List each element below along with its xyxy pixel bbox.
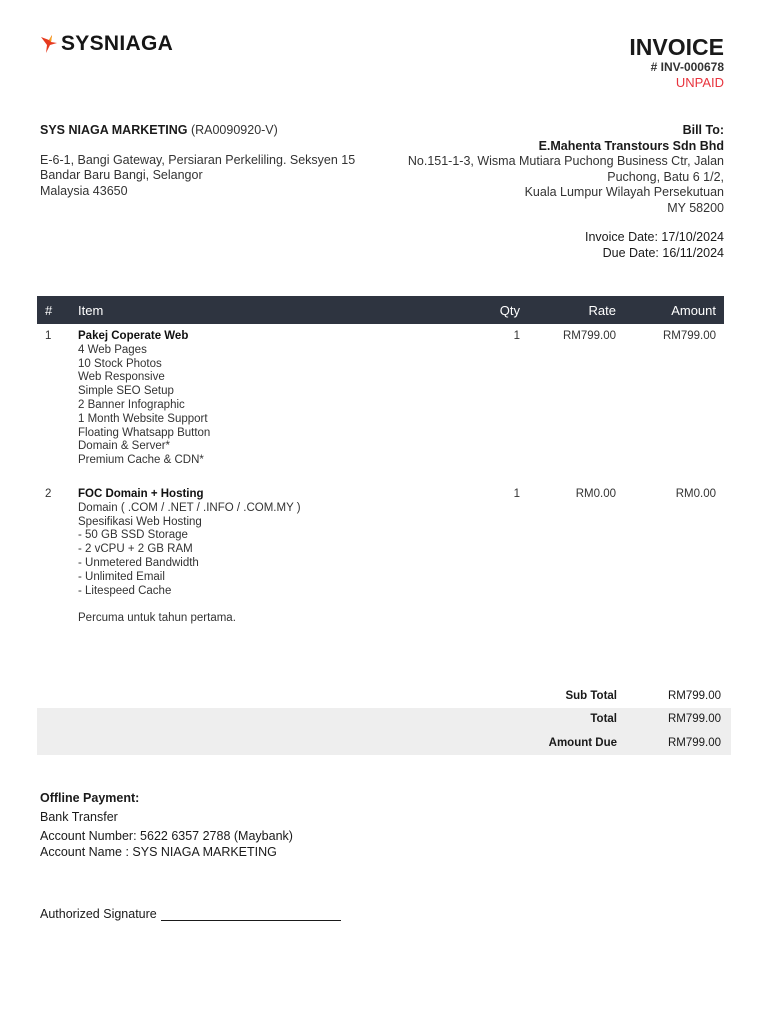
company-name: SYS NIAGA MARKETING (40, 123, 188, 137)
total-label: Total (590, 713, 617, 726)
invoice-title: INVOICE (629, 34, 724, 60)
company-address-line: Bandar Baru Bangi, Selangor (40, 168, 203, 182)
col-header-item: Item (78, 302, 104, 318)
item-line: - Unmetered Bandwidth (78, 556, 199, 569)
item-line: Floating Whatsapp Button (78, 426, 211, 439)
amount-due-value: RM799.00 (667, 736, 721, 749)
account-name: Account Name : SYS NIAGA MARKETING (40, 844, 277, 859)
item-line: - 50 GB SSD Storage (78, 529, 188, 542)
item-note: Percuma untuk tahun pertama. (78, 612, 236, 625)
table-header-row (37, 296, 724, 324)
item-line: - Unlimited Email (78, 570, 165, 583)
item-line: 4 Web Pages (78, 343, 147, 356)
row-amount: RM799.00 (662, 330, 716, 342)
invoice-date: Invoice Date: 17/10/2024 (585, 230, 724, 244)
row-item (70, 482, 468, 640)
col-header-number: # (45, 302, 53, 318)
client-name: E.Mahenta Transtours Sdn Bhd (538, 138, 724, 153)
row-item (70, 324, 468, 482)
item-line: Domain ( .COM / .NET / .INFO / .COM.MY ) (78, 501, 301, 514)
signature-line (161, 908, 341, 921)
amount-due-row (37, 731, 731, 755)
due-date: Due Date: 16/11/2024 (602, 245, 724, 260)
total-row (37, 708, 731, 732)
item-line: 1 Month Website Support (78, 412, 208, 425)
client-address-line: Kuala Lumpur Wilayah Persekutuan (524, 185, 724, 199)
row-number: 1 (45, 330, 52, 342)
signature-label: Authorized Signature (40, 907, 157, 921)
account-number: Account Number: 5622 6357 2788 (Maybank) (40, 829, 293, 843)
item-line: - Litespeed Cache (78, 584, 172, 597)
col-header-amount: Amount (671, 302, 716, 318)
payment-info (40, 791, 293, 860)
row-number: 2 (45, 487, 52, 500)
item-line: Domain & Server* (78, 440, 171, 453)
item-line: 10 Stock Photos (78, 357, 162, 370)
company-logo (40, 32, 173, 56)
row-rate: RM0.00 (575, 487, 616, 500)
client-address-line: Puchong, Batu 6 1/2, (607, 169, 724, 184)
subtotal-label: Sub Total (565, 689, 617, 702)
invoice-status-badge: UNPAID (675, 75, 724, 90)
invoice-dates (585, 230, 724, 261)
payment-method: Bank Transfer (40, 809, 118, 824)
item-line: Spesifikasi Web Hosting (78, 515, 202, 528)
signature-area (40, 907, 341, 921)
subtotal-value: RM799.00 (667, 689, 721, 702)
items-table (37, 296, 724, 640)
item-line: Premium Cache & CDN* (78, 454, 204, 467)
bird-logo-icon (40, 34, 58, 54)
row-qty: 1 (513, 487, 520, 500)
company-reg: (RA0090920-V) (190, 123, 278, 137)
company-address (40, 153, 355, 200)
totals-section (37, 684, 731, 755)
payment-title: Offline Payment: (40, 791, 140, 805)
col-header-qty: Qty (499, 302, 520, 318)
client-address-line: No.151-1-3, Wisma Mutiara Puchong Business Ctr, Jalan (407, 154, 724, 168)
item-title: Pakej Coperate Web (78, 330, 189, 342)
row-qty: 1 (513, 330, 520, 342)
table-row (37, 482, 724, 640)
bill-to-label: Bill To: (682, 123, 724, 137)
item-line: Simple SEO Setup (78, 385, 174, 398)
company-info (40, 123, 355, 199)
company-address-line: Malaysia 43650 (40, 183, 128, 198)
invoice-header (629, 34, 724, 91)
row-amount: RM0.00 (675, 487, 716, 500)
invoice-number: # INV-000678 (650, 60, 724, 74)
company-address-line: E-6-1, Bangi Gateway, Persiaran Perkeliling. Seksyen 15 (40, 152, 356, 167)
item-line: - 2 vCPU + 2 GB RAM (78, 543, 193, 556)
row-rate: RM799.00 (562, 330, 616, 342)
client-address-line: MY 58200 (667, 200, 724, 215)
col-header-rate: Rate (588, 302, 616, 318)
item-line: 2 Banner Infographic (78, 398, 185, 411)
table-row (37, 324, 724, 482)
item-line: Web Responsive (78, 371, 165, 384)
item-title: FOC Domain + Hosting (78, 487, 204, 500)
total-value: RM799.00 (667, 713, 721, 726)
amount-due-label: Amount Due (548, 736, 617, 749)
subtotal-row (37, 684, 731, 708)
bill-to (408, 123, 724, 216)
logo-text: SYSNIAGA (61, 32, 174, 55)
